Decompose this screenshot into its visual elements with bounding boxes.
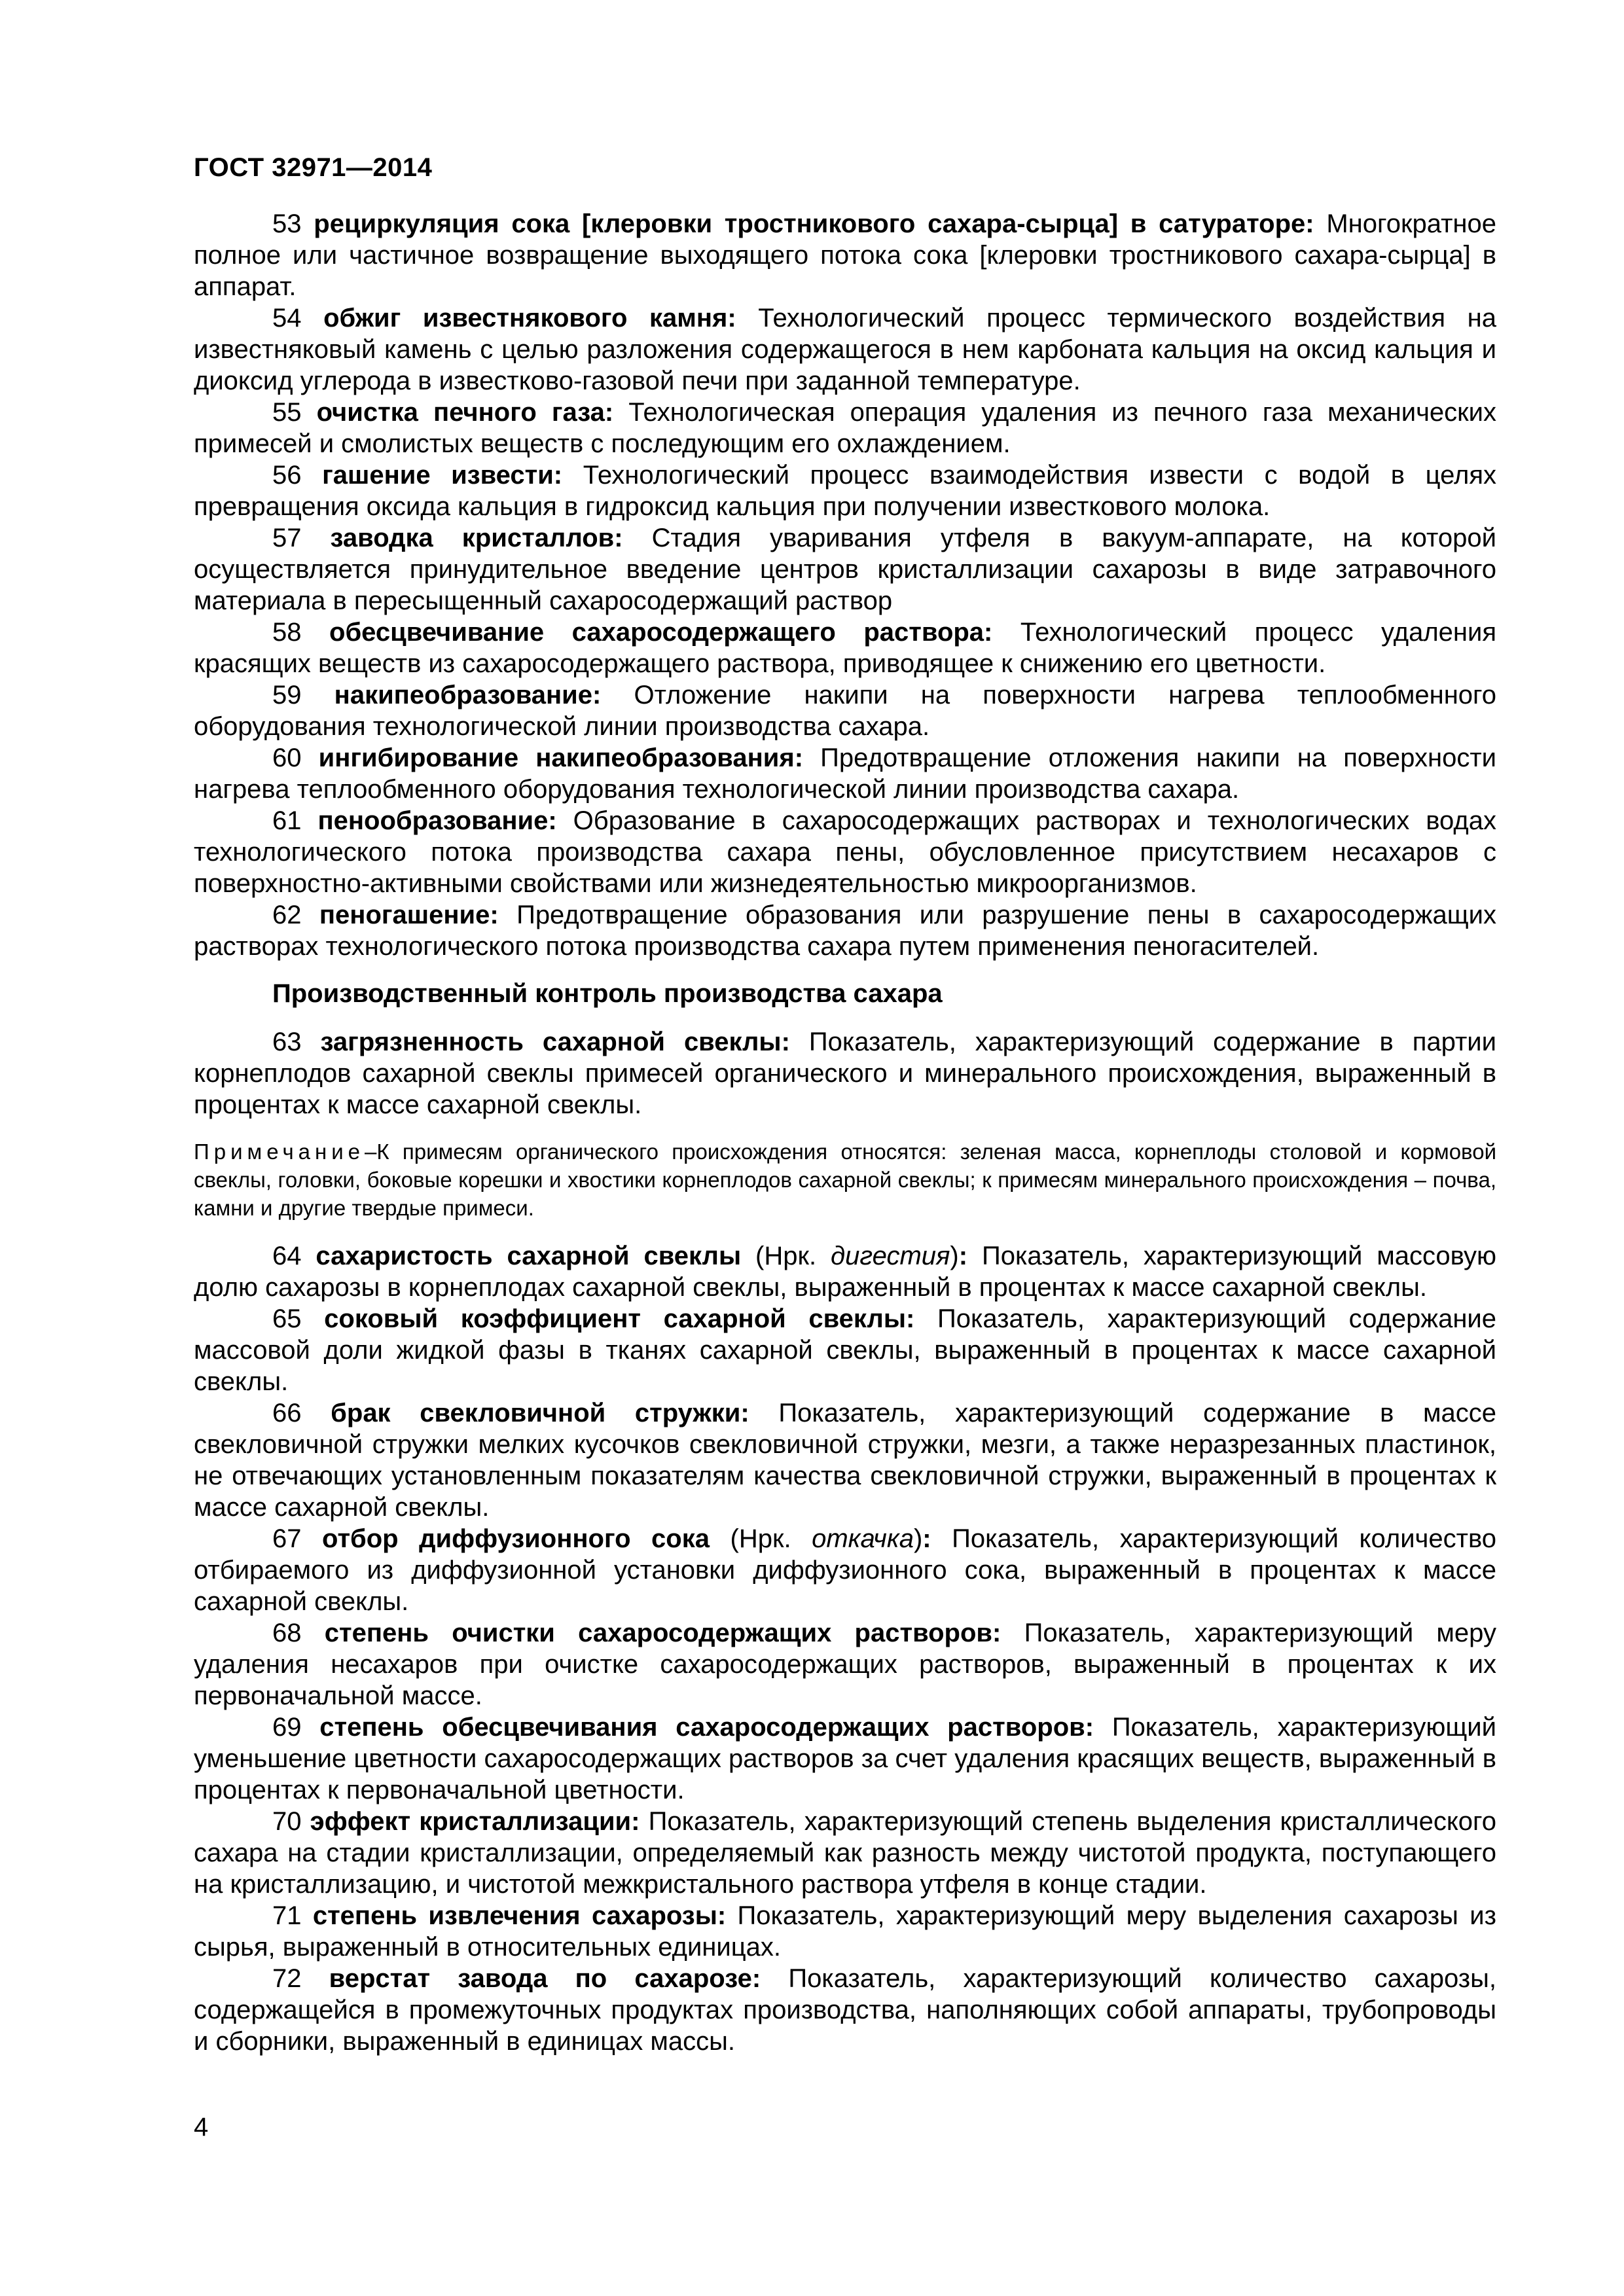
term-title: заводка кристаллов:	[330, 524, 623, 552]
term-number: 60	[272, 744, 302, 772]
term-definition: Технологический процесс термического воздействия на известняковый камень с целью разложения содержащегося в нем карбоната кальция на оксид кальция и диоксид углерода в известково-газовой печи при заданной температуре.	[194, 304, 1496, 395]
term-definition: Показатель, характеризующий меру выделения сахарозы из сырья, выраженный в относительных единицах.	[194, 1901, 1496, 1962]
term-entry-68	[194, 1617, 1496, 1712]
term-entry-56	[194, 459, 1496, 522]
term-entry-60	[194, 742, 1496, 805]
term-number: 66	[272, 1399, 302, 1427]
term-title: брак свекловичной стружки:	[331, 1399, 749, 1427]
term-entry-63	[194, 1026, 1496, 1121]
page-content	[194, 208, 1496, 2057]
term-entry-65	[194, 1303, 1496, 1397]
deprecated-synonym: дигестия	[831, 1242, 950, 1270]
term-title: степень обесцвечивания сахаросодержащих растворов:	[319, 1713, 1094, 1742]
term-title: эффект кристаллизации:	[310, 1807, 640, 1836]
term-entry-61	[194, 805, 1496, 899]
term-entry-62	[194, 899, 1496, 962]
deprecated-synonym: откачка	[812, 1524, 914, 1553]
term-definition: Показатель, характеризующий массовую долю сахарозы в корнеплодах сахарной свеклы, выраженный в процентах к массе сахарной свеклы.	[194, 1242, 1497, 1302]
term-title: очистка печного газа:	[316, 398, 614, 427]
term-title: верстат завода по сахарозе:	[329, 1964, 761, 1993]
term-entry-54	[194, 302, 1496, 397]
term-title: накипеобразование:	[334, 681, 602, 709]
term-title: гашение извести:	[322, 461, 563, 490]
note-text: К примесям органического происхождения относятся: зеленая масса, корнеплоды столовой и кормовой свеклы, головки, боковые корешки и хвостики корнеплодов сахарной свеклы; к примесям минерального происхождения – почва, камни и другие твердые примеси.	[194, 1139, 1496, 1220]
term-number: 59	[272, 681, 302, 709]
term-number: 65	[272, 1304, 302, 1333]
note-label: Примечание	[194, 1139, 365, 1164]
term-number: 58	[272, 618, 302, 647]
term-definition: Показатель, характеризующий количество отбираемого из диффузионной установки диффузионного сока, выраженный в процентах к массе сахарной свеклы.	[194, 1524, 1496, 1616]
term-definition: Предотвращение образования или разрушение пены в сахаросодержащих растворах технологического потока производства сахара путем применения пеногасителей.	[194, 901, 1496, 961]
term-definition: Показатель, характеризующий содержание в партии корнеплодов сахарной свеклы примесей органического и минерального происхождения, выраженный в процентах к массе сахарной свеклы.	[194, 1028, 1496, 1119]
term-title: отбор диффузионного сока	[322, 1524, 710, 1553]
synonym-suffix: )	[913, 1524, 923, 1553]
term-entry-64	[194, 1240, 1496, 1303]
term-entry-67	[194, 1523, 1496, 1617]
term-definition: Образование в сахаросодержащих растворах и технологических водах технологического потока производства сахара пены, обусловленное присутствием несахаров с поверхностно-активными свойствами или жизнедеятельностью микроорганизмов.	[194, 806, 1496, 898]
term-number: 62	[272, 901, 302, 929]
term-number: 63	[272, 1028, 302, 1056]
page-number: 4	[194, 2113, 209, 2142]
term-definition: Технологический процесс взаимодействия извести с водой в целях превращения оксида кальция в гидроксид кальция при получении известкового молока.	[194, 461, 1496, 521]
term-entry-59	[194, 679, 1496, 742]
term-entry-71	[194, 1900, 1496, 1963]
term-definition: Показатель, характеризующий содержание массовой доли жидкой фазы в тканях сахарной свеклы, выраженный в процентах к массе сахарной свеклы.	[194, 1304, 1496, 1396]
term-definition: Предотвращение отложения накипи на поверхности нагрева теплообменного оборудования технологической линии производства сахара.	[194, 744, 1496, 804]
term-title: ингибирование накипеобразования:	[318, 744, 804, 772]
synonym-prefix: (Нрк.	[755, 1242, 817, 1270]
term-definition: Показатель, характеризующий уменьшение цветности сахаросодержащих растворов за счет удаления красящих веществ, выраженный в процентах к первоначальной цветности.	[194, 1713, 1496, 1804]
term-number: 55	[272, 398, 302, 427]
term-entry-55	[194, 397, 1496, 459]
term-definition: Показатель, характеризующий меру удаления несахаров при очистке сахаросодержащих растворов, выраженный в процентах к их первоначальной массе.	[194, 1619, 1496, 1710]
term-entry-57	[194, 522, 1496, 617]
term-number: 57	[272, 524, 302, 552]
term-title: обжиг известнякового камня:	[323, 304, 736, 332]
term-definition: Показатель, характеризующий содержание в массе свекловичной стружки мелких кусочков свекловичной стружки, мезги, а также неразрезанных пластинок, не отвечающих установленным показателям качества свекловичной стружки, выраженный в процентах к массе сахарной свеклы.	[194, 1399, 1496, 1522]
term-colon: :	[922, 1524, 931, 1553]
term-number: 54	[272, 304, 302, 332]
term-title: рециркуляция сока [клеровки тростникового сахара-сырца] в сатураторе:	[314, 209, 1314, 238]
synonym-suffix: )	[950, 1242, 959, 1270]
term-definition: Технологический процесс удаления красящих веществ из сахаросодержащего раствора, приводящее к снижению его цветности.	[194, 618, 1496, 678]
term-number: 72	[272, 1964, 302, 1993]
term-number: 64	[272, 1242, 302, 1270]
term-number: 61	[272, 806, 302, 835]
term-number: 70	[272, 1807, 302, 1836]
term-title: пеногашение:	[319, 901, 499, 929]
term-entry-70	[194, 1806, 1496, 1900]
term-entry-72	[194, 1963, 1496, 2057]
term-title: соковый коэффициент сахарной свеклы:	[324, 1304, 915, 1333]
term-definition: Показатель, характеризующий степень выделения кристаллического сахара на стадии кристаллизации, определяемый как разность между чистотой продукта, поступающего на кристаллизацию, и чистотой межкристального раствора утфеля в конце стадии.	[194, 1807, 1496, 1899]
section-heading: Производственный контроль производства сахара	[272, 979, 943, 1008]
note-block	[194, 1138, 1496, 1222]
terms-list-process	[194, 208, 1496, 962]
term-number: 53	[272, 209, 302, 238]
term-definition: Отложение накипи на поверхности нагрева теплообменного оборудования технологической линии производства сахара.	[194, 681, 1496, 741]
term-number: 69	[272, 1713, 302, 1742]
term-title: пенообразование:	[317, 806, 557, 835]
term-title: степень очистки сахаросодержащих растворов:	[324, 1619, 1001, 1647]
term-title: степень извлечения сахарозы:	[312, 1901, 727, 1930]
document-code-header: ГОСТ 32971—2014	[194, 153, 433, 182]
term-entry-58	[194, 617, 1496, 679]
note-dash: –	[365, 1139, 377, 1164]
term-entry-69	[194, 1712, 1496, 1806]
term-entry-66	[194, 1397, 1496, 1523]
term-title: обесцвечивание сахаросодержащего раствора:	[329, 618, 993, 647]
term-definition: Стадия уваривания утфеля в вакуум-аппарате, на которой осуществляется принудительное введение центров кристаллизации сахарозы в виде затравочного материала в пересыщенный сахаросодержащий раствор	[194, 524, 1496, 615]
term-definition: Показатель, характеризующий количество сахарозы, содержащейся в промежуточных продуктах производства, наполняющих собой аппараты, трубопроводы и сборники, выраженный в единицах массы.	[194, 1964, 1496, 2056]
term-number: 71	[272, 1901, 302, 1930]
term-number: 67	[272, 1524, 302, 1553]
synonym-prefix: (Нрк.	[730, 1524, 791, 1553]
term-title: загрязненность сахарной свеклы:	[320, 1028, 790, 1056]
term-colon: :	[958, 1242, 968, 1270]
term-definition: Многократное полное или частичное возвращение выходящего потока сока [клеровки тростникового сахара-сырца] в аппарат.	[194, 209, 1496, 301]
term-number: 56	[272, 461, 302, 490]
term-entry-53	[194, 208, 1496, 302]
term-definition: Технологическая операция удаления из печного газа механических примесей и смолистых веществ с последующим его охлаждением.	[194, 398, 1497, 458]
term-number: 68	[272, 1619, 302, 1647]
term-title: сахаристость сахарной свеклы	[316, 1242, 742, 1270]
